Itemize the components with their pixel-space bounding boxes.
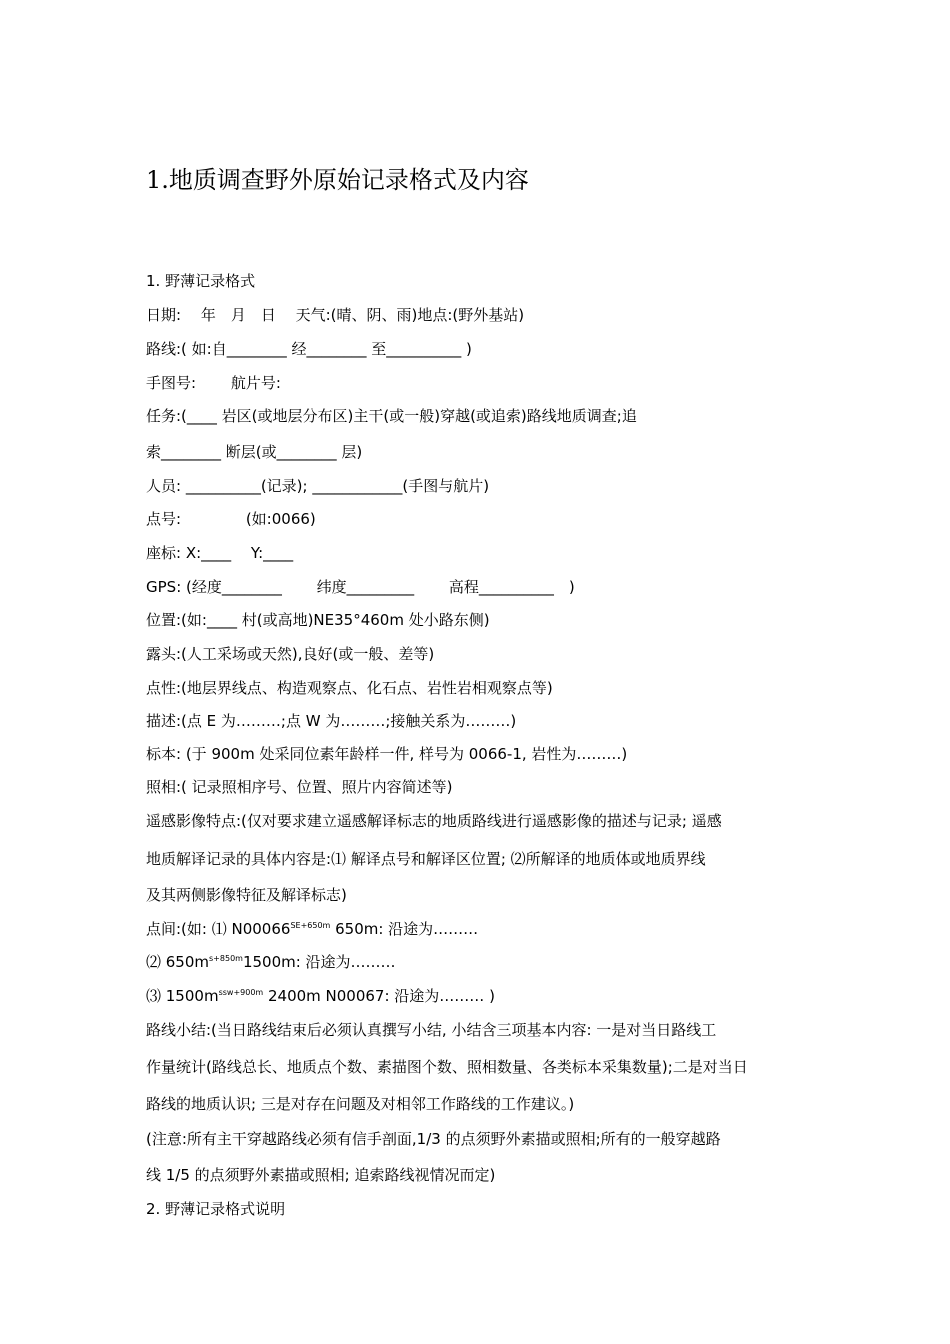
sample-line: 标本: (于 900m 处采同位素年龄样一件, 样号为 0066-1, 岩性为………) <box>146 745 628 763</box>
description-line: 描述:(点 E 为………;点 W 为………;接触关系为………) <box>146 712 517 730</box>
note-line-2: 线 1/5 的点须野外素描或照相; 追索路线视情况而定) <box>146 1166 496 1184</box>
photo-line: 照相:( 记录照相序号、位置、照片内容简述等) <box>146 778 453 796</box>
task-line: 任务:(____ 岩区(或地层分布区)主干(或一般)穿越(或追索)路线地质调查;追 <box>146 407 637 425</box>
route-bearing-superscript: ssw+900m <box>218 988 264 997</box>
route-segment-text: ⑶ 1500m <box>146 987 219 1005</box>
section-heading: 1. 野薄记录格式 <box>146 272 256 290</box>
gps-line: GPS: (经度________ 纬度_________ 高程__________ ) <box>146 578 575 596</box>
coordinates-line: 座标: X:____ Y:____ <box>146 544 294 562</box>
between-points-line-3 <box>146 985 495 1006</box>
outcrop-line: 露头:(人工采场或天然),良好(或一般、差等) <box>146 645 435 663</box>
route-bearing-superscript: s+850m <box>209 954 243 963</box>
route-segment-text: 点间:(如: ⑴ N00066 <box>146 920 291 938</box>
page-title: 1.地质调查野外原始记录格式及内容 <box>146 166 529 194</box>
route-summary-line-1: 路线小结:(当日路线结束后必须认真撰写小结, 小结含三项基本内容: 一是对当日路线工 <box>146 1021 717 1039</box>
personnel-line: 人员: __________(记录); ____________(手图与航片) <box>146 477 490 495</box>
route-summary-line-2: 作量统计(路线总长、地质点个数、素描图个数、照相数量、各类标本采集数量);二是对当日 <box>146 1058 748 1076</box>
route-segment-text: 2400m N00067: 沿途为……… ) <box>263 987 495 1005</box>
map-photo-number-line: 手图号: 航片号: <box>146 374 281 392</box>
between-points-line-1 <box>146 918 478 939</box>
route-segment-text: 1500m: 沿途为……… <box>242 953 396 971</box>
point-type-line: 点性:(地层界线点、构造观察点、化石点、岩性岩相观察点等) <box>146 679 553 697</box>
task-line-cont: 索________ 断层(或________ 层) <box>146 443 363 461</box>
remote-sensing-line-1: 遥感影像特点:(仅对要求建立遥感解译标志的地质路线进行遥感影像的描述与记录; 遥感 <box>146 812 722 830</box>
location-line: 位置:(如:____ 村(或高地)NE35°460m 处小路东侧) <box>146 611 490 629</box>
date-weather-line: 日期: 年 月 日 天气:(晴、阴、雨)地点:(野外基站) <box>146 306 525 324</box>
route-segment-text: ⑵ 650m <box>146 953 210 971</box>
between-points-line-2 <box>146 951 396 972</box>
route-line: 路线:( 如:自________ 经________ 至__________ ) <box>146 340 472 358</box>
remote-sensing-line-3: 及其两侧影像特征及解译标志) <box>146 886 347 904</box>
route-segment-text: 650m: 沿途为……… <box>330 920 479 938</box>
remote-sensing-line-2: 地质解译记录的具体内容是:⑴ 解译点号和解译区位置; ⑵所解译的地质体或地质界线 <box>146 850 706 868</box>
route-bearing-superscript: SE+650m <box>290 921 331 930</box>
point-number-line: 点号: (如:0066) <box>146 510 316 528</box>
route-summary-line-3: 路线的地质认识; 三是对存在问题及对相邻工作路线的工作建议。) <box>146 1095 575 1113</box>
section-heading-2: 2. 野薄记录格式说明 <box>146 1200 286 1218</box>
note-line-1: (注意:所有主干穿越路线必须有信手剖面,1/3 的点须野外素描或照相;所有的一般穿越路 <box>146 1130 721 1148</box>
